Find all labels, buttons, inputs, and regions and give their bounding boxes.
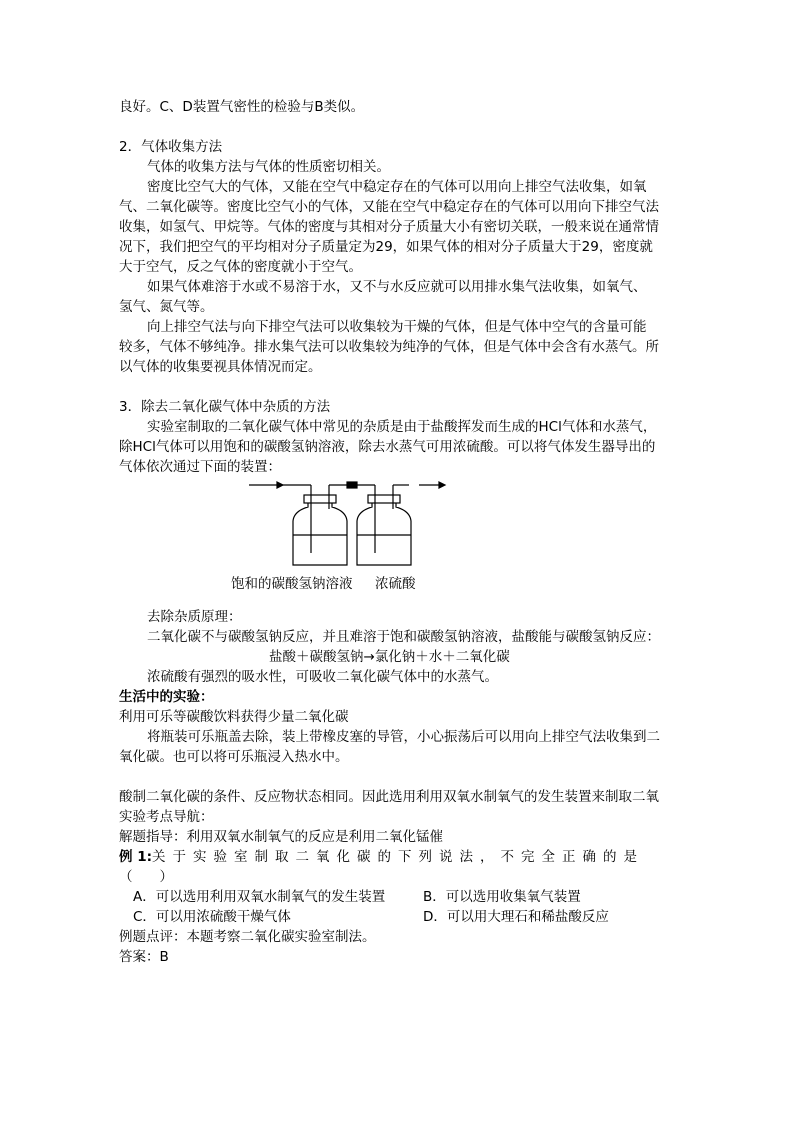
text-line: 酸制二氧化碳的条件、反应物状态相同。因此选用利用双氧水制氧气的发生装置来制取二氧 xyxy=(119,789,659,805)
option-b: B．可以选用收集氧气装置 xyxy=(423,889,581,905)
option-d: D．可以用大理石和稀盐酸反应 xyxy=(423,909,609,925)
arrow-head xyxy=(277,482,283,488)
equation-reactants: 盐酸＋碳酸氢钠 xyxy=(269,649,364,665)
equation-products: 氯化钠＋水＋二氧化碳 xyxy=(374,649,510,665)
options-row-1 xyxy=(119,887,675,907)
example-text: 关于实验室制取二氧化碳的下列说法，不完全正确的是 xyxy=(152,849,644,865)
text-line: 将瓶装可乐瓶盖去除，装上带橡皮塞的导管，小心振荡后可以用向上排空气法收集到二 xyxy=(147,729,660,745)
example-question xyxy=(119,847,675,867)
text-line: 气体依次通过下面的装置： xyxy=(119,459,281,475)
text-line: 去除杂质原理： xyxy=(147,609,242,625)
text-line: 气体的收集方法与气体的性质密切相关。 xyxy=(147,159,390,175)
example-comment: 例题点评：本题考察二氧化碳实验室制法。 xyxy=(119,929,376,945)
word-equation xyxy=(119,647,675,667)
nav-title: 实验考点导航： xyxy=(119,809,214,825)
text-line: 浓硫酸有强烈的吸水性，可吸收二氧化碳气体中的水蒸气。 xyxy=(147,669,498,685)
section-title-collection: 2．气体收集方法 xyxy=(119,139,223,155)
answer: 答案：B xyxy=(119,949,169,965)
bottle-left xyxy=(293,503,347,565)
life-experiment-title: 生活中的实验： xyxy=(119,689,214,705)
bottle-right xyxy=(357,503,411,565)
answer-paren: （ ） xyxy=(119,869,173,885)
text-line: 二氧化碳不与碳酸氢钠反应，并且难溶于饱和碳酸氢钠溶液，盐酸能与碳酸氢钠反应： xyxy=(147,629,660,645)
text-line: 实验室制取的二氧化碳气体中常见的杂质是由于盐酸挥发而生成的HCl气体和水蒸气， xyxy=(147,419,657,435)
rubber-connector xyxy=(347,482,357,488)
text-line: 氢气、氮气等。 xyxy=(119,299,214,315)
text-line: 良好。C、D装置气密性的检验与B类似。 xyxy=(119,99,365,115)
caption-left-bottle: 饱和的碳酸氢钠溶液 xyxy=(231,576,353,592)
stopper-right xyxy=(368,495,400,503)
text-line: 大于空气，反之气体的密度就小于空气。 xyxy=(119,259,362,275)
text-line: 况下，我们把空气的平均相对分子质量定为29，如果气体的相对分子质量大于29，密度就 xyxy=(119,239,653,255)
option-a: A．可以选用利用双氧水制氧气的发生装置 xyxy=(133,889,386,905)
gas-washing-bottles-diagram xyxy=(119,477,675,607)
document-body xyxy=(119,97,675,967)
text-line: 氧化碳。也可以将可乐瓶浸入热水中。 xyxy=(119,749,349,765)
option-c: C．可以用浓硫酸干燥气体 xyxy=(133,909,291,925)
stopper-left xyxy=(304,495,336,503)
example-label: 例 1: xyxy=(119,849,152,865)
text-line: 以气体的收集要视具体情况而定。 xyxy=(119,359,322,375)
reaction-arrow-icon: → xyxy=(363,649,375,665)
text-line: 除HCl气体可以用饱和的碳酸氢钠溶液，除去水蒸气可用浓硫酸。可以将气体发生器导出的 xyxy=(119,439,656,455)
text-line: 气、二氧化碳等。密度比空气小的气体，又能在空气中稳定存在的气体可以用向下排空气法 xyxy=(119,199,659,215)
solving-guide: 解题指导：利用双氧水制氧气的反应是利用二氧化锰催 xyxy=(119,829,443,845)
apparatus-drawing xyxy=(249,477,449,573)
caption-right-bottle: 浓硫酸 xyxy=(375,576,416,592)
options-row-2 xyxy=(119,907,675,927)
section-title-impurity: 3．除去二氧化碳气体中杂质的方法 xyxy=(119,399,331,415)
text-line: 利用可乐等碳酸饮料获得少量二氧化碳 xyxy=(119,709,349,725)
text-line: 密度比空气大的气体，又能在空气中稳定存在的气体可以用向上排空气法收集，如氧 xyxy=(147,179,647,195)
text-line: 较多，气体不够纯净。排水集气法可以收集较为纯净的气体，但是气体中会含有水蒸气。所 xyxy=(119,339,659,355)
text-line: 收集，如氢气、甲烷等。气体的密度与其相对分子质量大小有密切关联，一般来说在通常情 xyxy=(119,219,659,235)
text-line: 如果气体难溶于水或不易溶于水，又不与水反应就可以用排水集气法收集，如氧气、 xyxy=(147,279,647,295)
text-line: 向上排空气法与向下排空气法可以收集较为干燥的气体，但是气体中空气的含量可能 xyxy=(147,319,647,335)
